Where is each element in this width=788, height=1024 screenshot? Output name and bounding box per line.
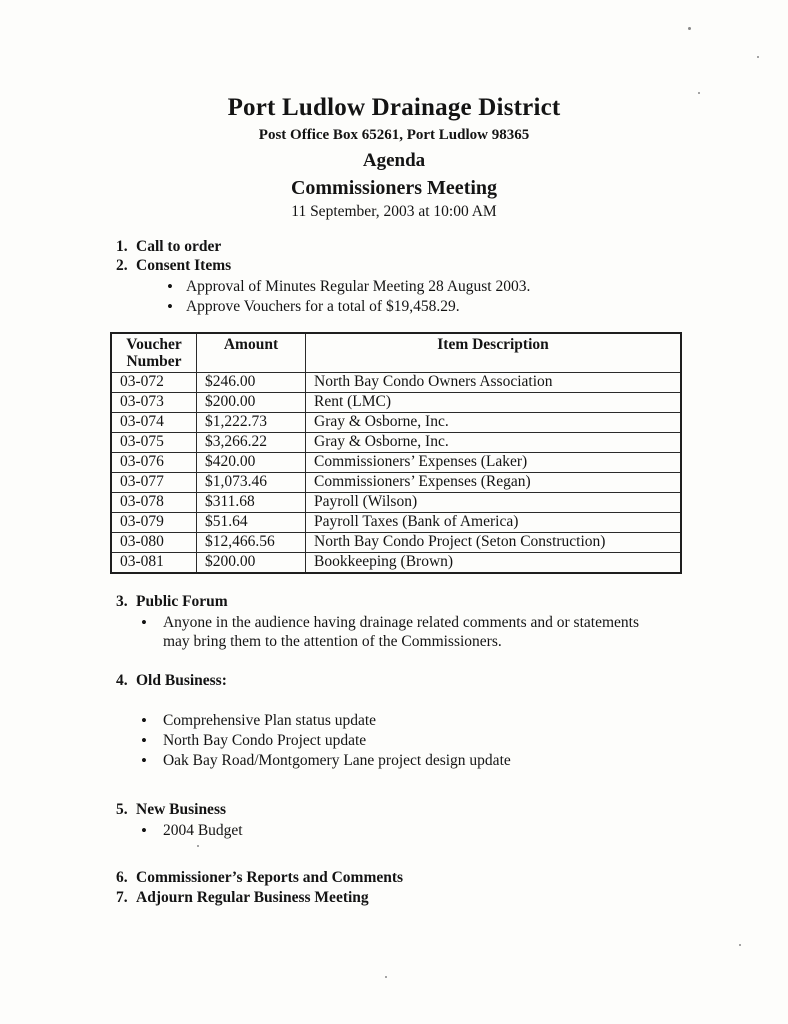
- agenda-section-call-to-order: [110, 238, 688, 256]
- list-item: [110, 731, 688, 751]
- voucher-number-cell: 03-078: [111, 492, 197, 512]
- agenda-body: [110, 238, 688, 907]
- amount-cell: $311.68: [197, 492, 306, 512]
- list-item: [110, 711, 688, 731]
- bullet-text: Approve Vouchers for a total of $19,458.29.: [185, 297, 460, 315]
- scan-speck: [688, 27, 691, 30]
- voucher-number-cell: 03-077: [111, 472, 197, 492]
- section-title: New Business: [136, 800, 227, 818]
- item-description-cell: North Bay Condo Project (Seton Construction): [306, 532, 682, 552]
- section-number: 1.: [116, 237, 128, 255]
- bullet-text: North Bay Condo Project update: [162, 731, 367, 749]
- section-number: 2.: [116, 256, 128, 274]
- list-item: [110, 821, 688, 841]
- bullet-icon: [110, 711, 147, 731]
- bullet-icon: [110, 731, 147, 751]
- item-description-cell: Payroll (Wilson): [306, 492, 682, 512]
- bullet-icon: [110, 821, 147, 841]
- table-row: [111, 412, 681, 432]
- table-row: [111, 392, 681, 412]
- voucher-number-cell: 03-081: [111, 552, 197, 573]
- section-title: Adjourn Regular Business Meeting: [136, 888, 369, 906]
- agenda-section-commissioner-reports: [110, 869, 688, 887]
- bullet-list: [110, 821, 688, 841]
- table-row: [111, 552, 681, 573]
- bullet-icon: [110, 751, 147, 771]
- section-number: 4.: [116, 671, 128, 689]
- bullet-icon: [110, 297, 173, 317]
- scan-speck: [739, 944, 741, 946]
- voucher-number-cell: 03-072: [111, 372, 197, 392]
- agenda-section-consent-items: [110, 257, 688, 317]
- voucher-number-cell: 03-073: [111, 392, 197, 412]
- scan-speck: [757, 56, 759, 58]
- voucher-number-cell: 03-075: [111, 432, 197, 452]
- meeting-datetime: 11 September, 2003 at 10:00 AM: [291, 202, 497, 220]
- voucher-table: [110, 332, 682, 574]
- voucher-table-body: [111, 372, 681, 573]
- bullet-list: [110, 711, 688, 771]
- section-title: Public Forum: [136, 592, 228, 610]
- table-row: [111, 472, 681, 492]
- bullet-text: Oak Bay Road/Montgomery Lane project design update: [162, 751, 511, 769]
- voucher-number-cell: 03-079: [111, 512, 197, 532]
- item-description-cell: Gray & Osborne, Inc.: [306, 432, 682, 452]
- amount-cell: $420.00: [197, 452, 306, 472]
- amount-cell: $1,073.46: [197, 472, 306, 492]
- section-number: 3.: [116, 592, 128, 610]
- list-item: [110, 613, 688, 651]
- header-item-description: Item Description: [306, 333, 682, 373]
- list-item: [110, 751, 688, 771]
- section-title: Call to order: [136, 237, 222, 255]
- bullet-text: Anyone in the audience having drainage related comments and or statements may bring them to the attention of the Commissioners.: [162, 613, 639, 650]
- item-description-cell: Gray & Osborne, Inc.: [306, 412, 682, 432]
- section-title: Consent Items: [136, 256, 232, 274]
- item-description-cell: North Bay Condo Owners Association: [306, 372, 682, 392]
- table-header-row: [111, 333, 681, 373]
- amount-cell: $12,466.56: [197, 532, 306, 552]
- list-item: [110, 277, 688, 297]
- voucher-number-cell: 03-076: [111, 452, 197, 472]
- amount-cell: $1,222.73: [197, 412, 306, 432]
- amount-cell: $3,266.22: [197, 432, 306, 452]
- document-title: Port Ludlow Drainage District: [227, 94, 561, 121]
- amount-cell: $200.00: [197, 552, 306, 573]
- bullet-list: [110, 613, 688, 651]
- amount-cell: $51.64: [197, 512, 306, 532]
- amount-cell: $200.00: [197, 392, 306, 412]
- amount-cell: $246.00: [197, 372, 306, 392]
- scan-speck: [197, 845, 199, 847]
- voucher-number-cell: 03-074: [111, 412, 197, 432]
- item-description-cell: Rent (LMC): [306, 392, 682, 412]
- meeting-title: Commissioners Meeting: [290, 176, 498, 199]
- header-voucher-number: Voucher Number: [111, 333, 197, 373]
- section-number: 5.: [116, 800, 128, 818]
- agenda-section-adjourn: [110, 889, 688, 907]
- bullet-text: Approval of Minutes Regular Meeting 28 August 2003.: [185, 277, 531, 295]
- list-item: [110, 297, 688, 317]
- table-row: [111, 432, 681, 452]
- agenda-section-new-business: [110, 801, 688, 841]
- item-description-cell: Payroll Taxes (Bank of America): [306, 512, 682, 532]
- scan-speck: [385, 976, 387, 978]
- table-row: [111, 512, 681, 532]
- section-title: Old Business:: [136, 671, 227, 689]
- document-address: Post Office Box 65261, Port Ludlow 98365: [258, 126, 530, 143]
- voucher-number-cell: 03-080: [111, 532, 197, 552]
- bullet-text: Comprehensive Plan status update: [162, 711, 377, 729]
- item-description-cell: Bookkeeping (Brown): [306, 552, 682, 573]
- item-description-cell: Commissioners’ Expenses (Laker): [306, 452, 682, 472]
- bullet-list: [110, 277, 688, 317]
- bullet-icon: [110, 277, 173, 297]
- table-row: [111, 532, 681, 552]
- section-number: 7.: [116, 888, 128, 906]
- scan-speck: [698, 92, 700, 94]
- agenda-section-old-business: [110, 672, 688, 771]
- section-title: Commissioner’s Reports and Comments: [136, 868, 404, 886]
- header-amount: Amount: [197, 333, 306, 373]
- bullet-icon: [110, 613, 147, 651]
- bullet-text: 2004 Budget: [162, 821, 243, 839]
- table-row: [111, 492, 681, 512]
- voucher-table-head: [111, 333, 681, 373]
- table-row: [111, 452, 681, 472]
- agenda-heading: Agenda: [362, 150, 426, 171]
- agenda-section-public-forum: [110, 593, 688, 651]
- item-description-cell: Commissioners’ Expenses (Regan): [306, 472, 682, 492]
- document-header: [0, 0, 788, 220]
- section-number: 6.: [116, 868, 128, 886]
- table-row: [111, 372, 681, 392]
